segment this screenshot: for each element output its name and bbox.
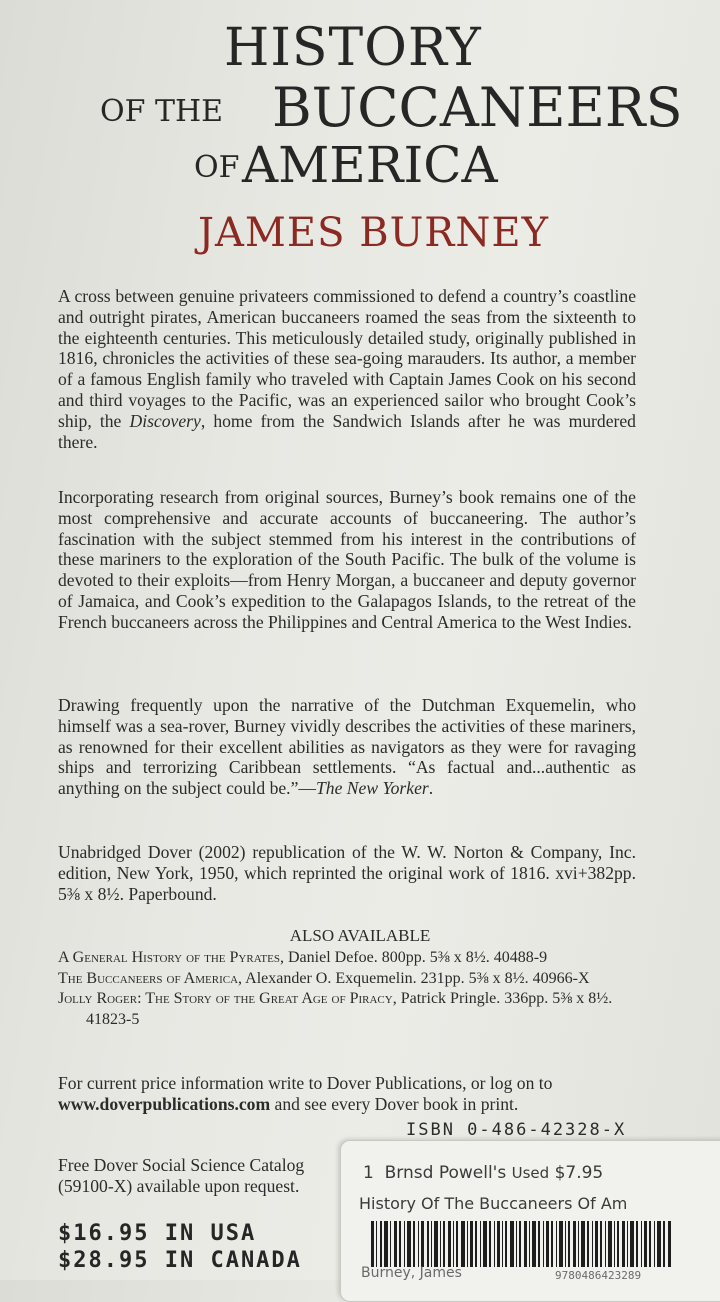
isbn-number: ISBN 0-486-42328-X bbox=[406, 1120, 627, 1140]
edition-note: Unabridged Dover (2002) republication of the W. W. Norton & Company, Inc. edition, New York, 1950, which reprinted the original work of 1816. xvi+382pp. 5⅜ x 8½. Paperbound. bbox=[58, 842, 636, 904]
list-item: Jolly Roger: The Story of the Great Age of Piracy, Patrick Pringle. 336pp. 5⅜ x 8½. 41823-5 bbox=[58, 990, 613, 1028]
description-paragraph-1: A cross between genuine privateers commissioned to defend a country’s coastline and outright pirates, American buccaneers roamed the seas from the sixteenth to the eighteenth centuries. This meticulously detailed study, originally published in 1816, chronicles the activities of these sea-going marauders. Its author, a member of a famous English family who traveled with Captain James Cook on his second and third voyages to the Pacific, was an experienced sailor who brought Cook’s ship, the Discovery, home from the Sandwich Islands after he was murdered there. bbox=[58, 286, 636, 452]
price-info-note: For current price information write to Dover Publications, or log on to www.doverpublications.com and see every Dover book in print. bbox=[58, 1073, 553, 1114]
title-line-history: HISTORY bbox=[224, 18, 482, 78]
barcode-icon bbox=[371, 1221, 671, 1267]
title-line-buccaneers: BUCCANEERS bbox=[272, 76, 683, 139]
also-available-heading: ALSO AVAILABLE bbox=[289, 926, 431, 945]
sticker-header bbox=[363, 1163, 603, 1183]
sticker-condition: Used bbox=[511, 1164, 550, 1182]
publisher-url: www.doverpublications.com bbox=[58, 1093, 271, 1114]
title-line-of: OF bbox=[194, 150, 240, 185]
price-sticker bbox=[340, 1140, 720, 1302]
price-usa: $16.95 IN USA bbox=[58, 1221, 257, 1246]
catalog-note: Free Dover Social Science Catalog (59100-X) available upon request. bbox=[58, 1155, 305, 1196]
author-name: JAMES BURNEY bbox=[198, 210, 550, 256]
sticker-price: $7.95 bbox=[554, 1163, 604, 1183]
list-item: A General History of the Pyrates, Daniel Defoe. 800pp. 5⅜ x 8½. 40488-9 bbox=[58, 949, 548, 966]
sticker-store: Brnsd Powell's bbox=[384, 1163, 507, 1183]
list-item: The Buccaneers of America, Alexander O. Exquemelin. 231pp. 5⅜ x 8½. 40966-X bbox=[58, 969, 590, 987]
title-line-america: AMERICA bbox=[242, 136, 498, 194]
sticker-title: History Of The Buccaneers Of Am bbox=[359, 1194, 628, 1213]
title-line-of-the: OF THE bbox=[100, 94, 224, 129]
sticker-author: Burney, James bbox=[361, 1265, 462, 1281]
description-paragraph-3: Drawing frequently upon the narrative of the Dutchman Exquemelin, who himself was a sea-rover, Burney vividly describes the activities of these mariners, as renowned for their excellent abilities as navigators as they were for ravaging ships and terrorizing Caribbean settlements. “As factual and...authentic as anything on the subject could be.”—The New Yorker. bbox=[58, 695, 636, 799]
description-paragraph-2: Incorporating research from original sources, Burney’s book remains one of the most comprehensive and accurate accounts of buccaneering. The author’s fascination with the subject stemmed from his interest in the contributions of these mariners to the exploration of the South Pacific. The bulk of the volume is devoted to their exploits—from Henry Morgan, a buccaneer and deputy governor of Jamaica, and Cook’s expedition to the Galapagos Islands, to the retreat of the French buccaneers across the Philippines and Central America to the West Indies. bbox=[58, 487, 636, 632]
price-canada: $28.95 IN CANADA bbox=[58, 1248, 302, 1273]
sticker-qty: 1 bbox=[363, 1163, 374, 1183]
also-available-list bbox=[58, 948, 648, 1030]
sticker-barcode-number: 9780486423289 bbox=[555, 1269, 642, 1282]
